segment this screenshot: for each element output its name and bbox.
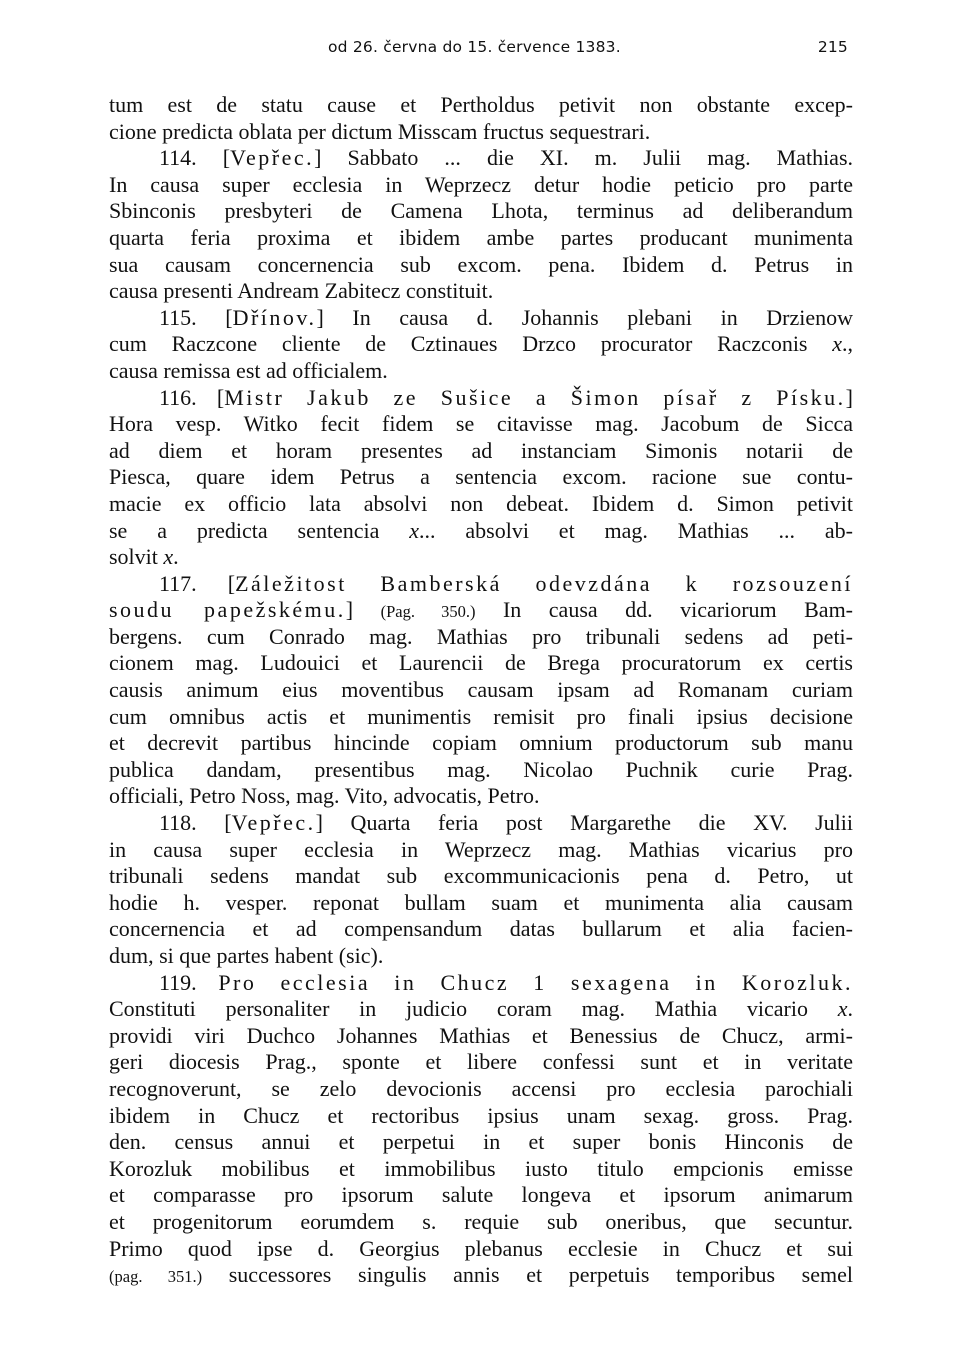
text-line [109,358,853,385]
text-segment: dum, si que partes habent (sic). [109,943,384,968]
text-line [109,863,853,890]
text-line [109,916,853,943]
text-segment: x [409,517,420,543]
text-segment: ] In causa d. Johannis plebani in Drzienow [316,304,853,330]
text-segment: quarta feria proxima et ibidem ambe partes producant munimenta [109,224,853,250]
text-segment: se a predicta sentencia [109,517,410,543]
text-segment: cum omnibus actis et munimentis remisit pro finali ipsius decisione [109,703,853,729]
text-line [109,996,853,1023]
text-line [109,438,853,465]
page-reference: (Pag. 350.) [380,602,476,622]
text-segment: officiali, Petro Noss, mag. Vito, advocatis, Petro. [109,783,540,809]
text-segment: ... absolvi et mag. Mathias ... ab- [419,517,853,543]
running-head-title: od 26. června do 15. července 1383. [328,38,621,56]
text-line [109,943,853,970]
text-line [109,225,853,252]
text-segment: cionem mag. Ludouici et Laurencii de Brega procuratorum ex certis [109,650,853,676]
spaced-heading-text: soudu papežskému. [109,597,346,623]
text-segment: ] [345,597,381,623]
text-line [109,1076,853,1103]
text-segment: ad diem et horam presentes ad instanciam Simonis notarii de [109,437,853,463]
text-segment: . [847,996,853,1022]
spaced-heading-text: Vepřec. [230,145,315,171]
text-line [109,385,853,412]
spaced-heading-text: Pro ecclesia in Chucz 1 sexagena in Korozluk. [218,969,853,995]
text-segment: x [832,331,842,357]
text-line [109,145,853,172]
text-line [109,544,853,571]
text-line [109,172,853,199]
text-line [109,810,853,837]
text-line [109,704,853,731]
text-segment: In causa dd. vicariorum Bam- [475,597,854,623]
text-line [109,757,853,784]
text-segment: x [163,544,174,570]
text-segment: geri diocesis Prag., sponte et libere confessi sunt et in veritate [109,1049,853,1075]
text-segment: hodie h. vesper. reponat bullam suam et munimenta alia causam [109,889,853,915]
text-segment: ., [842,331,853,357]
text-line [109,1182,853,1209]
text-segment: tum est de statu cause et Pertholdus petivit non obstante excep- [109,92,853,117]
text-segment: 119. [159,969,219,995]
text-line [109,571,853,598]
text-segment: Piesca, quare idem Petrus a sentencia excom. racione sue contu- [109,464,853,490]
text-segment: . [173,544,179,570]
text-line [109,464,853,491]
text-line [109,92,853,119]
text-line [109,730,853,757]
text-line [109,1262,853,1289]
text-segment: tribunali sedens mandat sub excommunicacionis pena d. Petro, ut [109,863,853,889]
text-segment: Constituti personaliter in judicio coram mag. Mathia vicario [109,996,838,1022]
text-segment: 117. [ [159,570,236,596]
text-segment: et comparasse pro ipsorum salute longeva et ipsorum animarum [109,1182,853,1208]
text-segment: 116. [ [159,384,225,410]
page-reference: (pag. 351.) [109,1267,203,1287]
spaced-heading-text: Dřínov. [232,304,317,330]
text-segment: ibidem in Chucz et rectoribus ipsius unam sexag. gross. Prag. [109,1102,853,1128]
text-segment: sua causam concernencia sub excom. pena. Ibidem d. Petrus in [109,251,853,277]
text-line [109,411,853,438]
text-line [109,624,853,651]
text-line [109,677,853,704]
text-line [109,890,853,917]
running-head [0,38,960,62]
text-line [109,305,853,332]
text-segment: cione predicta oblata per dictum Misscam fructus sequestrari. [109,118,651,144]
text-line [109,331,853,358]
text-segment: Hora vesp. Witko fecit fidem se citavisse mag. Jacobum de Sicca [109,411,853,437]
text-segment: Sbinconis presbyteri de Camena Lhota, terminus ad deliberandum [109,198,853,224]
text-body [109,92,853,1289]
spaced-heading-text: Mistr Jakub ze Sušice a Šimon písař z Písku. [224,384,846,410]
page-number: 215 [817,38,848,56]
text-segment: recognoverunt, se zelo devocionis accensi pro ecclesia parochiali [109,1075,853,1101]
text-line [109,198,853,225]
text-line [109,119,853,146]
text-segment: ] Quarta feria post Margarethe die XV. Julii [315,810,853,836]
text-line [109,518,853,545]
text-line [109,970,853,997]
text-segment: causa presenti Andream Zabitecz constituit. [109,278,494,304]
text-line [109,1129,853,1156]
text-segment: providi viri Duchco Johannes Mathias et Benessius de Chucz, armi- [109,1022,853,1048]
text-segment: ] Sabbato ... die XI. m. Julii mag. Mathias. [314,145,854,171]
text-line [109,650,853,677]
text-segment: Primo quod ipse d. Georgius plebanus ecclesie in Chucz et sui [109,1235,853,1261]
text-line [109,837,853,864]
text-segment: 115. [ [159,304,233,330]
text-line [109,1023,853,1050]
text-segment: et progenitorum eorumdem s. requie sub oneribus, que secuntur. [109,1208,853,1234]
text-segment: macie ex officio lata absolvi non debeat. Ibidem d. Simon petivit [109,490,853,516]
text-segment: 118. [ [159,810,232,836]
text-segment: bergens. cum Conrado mag. Mathias pro tribunali sedens ad peti- [109,623,853,649]
text-line [109,1236,853,1263]
text-line [109,1156,853,1183]
text-segment: ] [845,384,853,410]
text-segment: publica dandam, presentibus mag. Nicolao Puchnik curie Prag. [109,756,853,782]
spaced-heading-text: Záležitost Bamberská odevzdána k rozsouzení [235,570,853,596]
spaced-heading-text: Vepřec. [231,810,316,836]
text-segment: den. census annui et perpetui in et super bonis Hinconis de [109,1129,853,1155]
text-line [109,491,853,518]
text-segment: causa remissa est ad officialem. [109,357,388,383]
text-segment: Korozluk mobilibus et immobilibus iusto titulo empcionis emisse [109,1155,853,1181]
text-segment: In causa super ecclesia in Weprzecz detur hodie peticio pro parte [109,171,853,197]
text-line [109,1049,853,1076]
text-segment: concernencia et ad compensandum datas bullarum et alia facien- [109,916,853,942]
text-segment: cum Raczcone cliente de Cztinaues Drzco procurator Raczconis [109,331,833,357]
text-segment: 114. [ [159,145,231,171]
text-segment: causis animum eius moventibus causam ipsam ad Romanam curiam [109,677,853,703]
text-segment: solvit [109,544,164,570]
text-line [109,278,853,305]
text-line [109,1209,853,1236]
text-line [109,252,853,279]
text-segment: x [837,996,848,1022]
text-line [109,1103,853,1130]
text-segment: et decrevit partibus hincinde copiam omnium productorum sub manu [109,730,853,756]
text-line [109,597,853,624]
text-segment: in causa super ecclesia in Weprzecz mag. Mathias vicarius pro [109,836,853,862]
text-line [109,783,853,810]
text-segment: successores singulis annis et perpetuis temporibus semel [202,1262,853,1288]
